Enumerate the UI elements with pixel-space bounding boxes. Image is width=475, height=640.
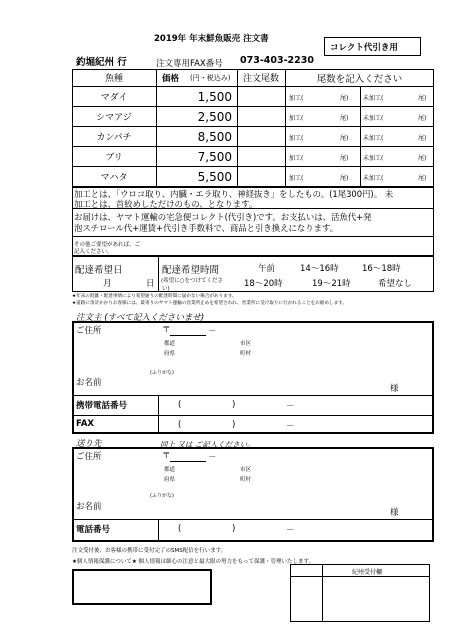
recipient-shiku: 市区 — [240, 467, 252, 473]
choson: 町村 — [240, 351, 252, 357]
header-price-note: (円・税込み) — [190, 74, 231, 82]
time-no-preference[interactable]: 希望なし — [378, 279, 413, 289]
fish-price: 8,500 — [197, 130, 232, 144]
fuken: 府県 — [164, 351, 176, 357]
delivery-note-small-1: ★年末の混雑・配達事情により希望通りの配達時間に届かない場合があります。 — [72, 294, 237, 299]
kakou-bi: 尾) — [340, 155, 349, 162]
other-request-2: 記入ください。 — [74, 249, 113, 255]
orderer-name-label: お名前 — [76, 378, 102, 388]
mikakou-label: 未加工( — [363, 155, 384, 162]
time-14-16[interactable]: 14～16時 — [300, 264, 339, 274]
mikakou-label: 未加工( — [363, 175, 384, 182]
mikakou-bi: 尾) — [418, 155, 427, 162]
time-19-21[interactable]: 19～21時 — [312, 279, 351, 289]
delivery-time-label: 配達希望時間 — [162, 265, 220, 276]
mobile-label: 携帯電話番号 — [76, 401, 128, 411]
kakou-label: 加工( — [289, 115, 304, 122]
delivery-note-small-2: ★道路に余計かかりお客様には、最寄りのヤマト運輸の営業所止めを希望されれ、営業所に受け取りに行かれることをお勧めします。 — [72, 301, 348, 306]
kakou-label: 加工( — [289, 175, 304, 182]
time-18-20[interactable]: 18～20時 — [244, 279, 283, 289]
orderer-heading: 注文主 (すべて記入くださいませ) — [76, 313, 205, 323]
recipient-paren-close: ) — [232, 524, 236, 534]
kakou-bi: 尾) — [340, 175, 349, 182]
kakou-label: 加工( — [289, 155, 304, 162]
mobile-dash: － — [286, 402, 295, 412]
kakou-bi: 尾) — [340, 115, 349, 122]
recipient-fuken: 府県 — [164, 477, 176, 483]
collect-badge-label: コレクト代引き用 — [330, 43, 398, 53]
privacy-note: ★個人情報保護について★ 個人情報は細心の注意と最大限の努力をもって保護・管理いたします。 — [72, 559, 315, 565]
kakou-bi: 尾) — [340, 95, 349, 102]
fax-field-label: FAX — [76, 419, 94, 429]
page-title: 2019年 年末鮮魚販売 注文書 — [154, 34, 269, 44]
fish-name: マダイ — [100, 92, 128, 103]
fax-number: 073-403-2230 — [240, 55, 314, 66]
orderer-address-label: ご住所 — [76, 326, 102, 336]
kakou-label: 加工( — [289, 95, 304, 102]
recipient-postal-mark: 〒 — [162, 451, 171, 461]
recipient-heading-note: 同上 又は ご記入ください。 — [160, 440, 255, 449]
fish-price: 5,500 — [197, 170, 232, 184]
delivery-time-note-2: い) — [162, 286, 170, 292]
delivery-time-note-1: (希望に○をつけてくださ — [161, 278, 223, 284]
recipient-dash: － — [286, 526, 295, 536]
fish-price: 7,500 — [197, 150, 232, 164]
time-am[interactable]: 午前 — [258, 264, 276, 274]
fax-paren-close: ) — [232, 420, 236, 430]
recipient-heading: 送り先 — [76, 439, 102, 449]
kakou-bi: 尾) — [340, 135, 349, 142]
furigana: (ふりがな) — [150, 370, 174, 376]
shiku: 市区 — [240, 341, 252, 347]
fish-name: ブリ — [105, 152, 123, 163]
fish-name: カンパチ — [96, 132, 132, 143]
kakou-note-2: 加工とは、首絞めしただけのもの、となります。 — [74, 199, 258, 209]
recipient-address-label: ご住所 — [76, 452, 102, 462]
mikakou-bi: 尾) — [418, 175, 427, 182]
customer-free-box — [72, 569, 212, 605]
header-fill: 尾数を記入ください — [316, 73, 403, 85]
recipient-choson: 町村 — [240, 477, 252, 483]
mikakou-label: 未加工( — [363, 95, 384, 102]
mikakou-label: 未加工( — [363, 115, 384, 122]
received-label: 紀州受付欄 — [352, 569, 383, 576]
fax-paren-open: ( — [178, 420, 182, 430]
fish-price: 2,500 — [197, 110, 232, 124]
fax-dash: － — [286, 422, 295, 432]
recipient-todofuken: 都道 — [164, 467, 176, 473]
mikakou-bi: 尾) — [418, 135, 427, 142]
time-16-18[interactable]: 16～18時 — [362, 264, 401, 274]
kakou-note-1: 加工とは、「ウロコ取り、内臓・エラ取り、神経抜き」をしたもの。(1尾300円)。 未 — [74, 189, 394, 199]
mobile-paren-close: ) — [232, 400, 236, 410]
sms-note: 注文受付後、お客様の携帯に受付完了のSMS配信を行います。 — [72, 548, 227, 554]
delivery-note-1: お届けは、ヤマト運輸の宅急便コレクト(代引き)です。お支払いは、活魚代+発 — [74, 212, 372, 222]
delivery-note-2: 泡スチロール代+運賃+代引き手数料で、商品と引き換えになります。 — [74, 223, 339, 233]
mobile-paren-open: ( — [178, 400, 182, 410]
recipient-name-label: お名前 — [76, 502, 102, 512]
delivery-day: 日 — [146, 279, 155, 289]
header-price: 価格 — [162, 74, 180, 84]
recipient-postal-dash: － — [208, 453, 217, 463]
orderer-sama: 様 — [390, 384, 399, 394]
header-count: 注文尾数 — [242, 74, 279, 84]
postal-dash: － — [208, 327, 217, 337]
delivery-date-label: 配達希望日 — [75, 265, 123, 276]
fish-name: マハタ — [100, 173, 128, 183]
recipient-furigana: (ふりがな) — [150, 493, 174, 499]
todofuken: 都道 — [164, 341, 176, 347]
delivery-month: 月 — [103, 279, 112, 289]
recipient-phone-label: 電話番号 — [76, 525, 111, 535]
recipient-paren-open: ( — [178, 524, 182, 534]
addressee: 釣堀紀州 行 — [76, 57, 127, 68]
fax-label: 注文専用FAX番号 — [156, 59, 223, 69]
kakou-label: 加工( — [289, 135, 304, 142]
fish-price: 1,500 — [197, 90, 232, 104]
mikakou-bi: 尾) — [418, 95, 427, 102]
postal-mark: 〒 — [162, 325, 171, 335]
header-fish: 魚種 — [104, 74, 123, 84]
recipient-sama: 様 — [390, 508, 399, 518]
fish-name: シマアジ — [96, 112, 132, 123]
other-request-1: その他ご要望があれば、ご — [74, 242, 141, 248]
mikakou-bi: 尾) — [418, 115, 427, 122]
mikakou-label: 未加工( — [363, 135, 384, 142]
